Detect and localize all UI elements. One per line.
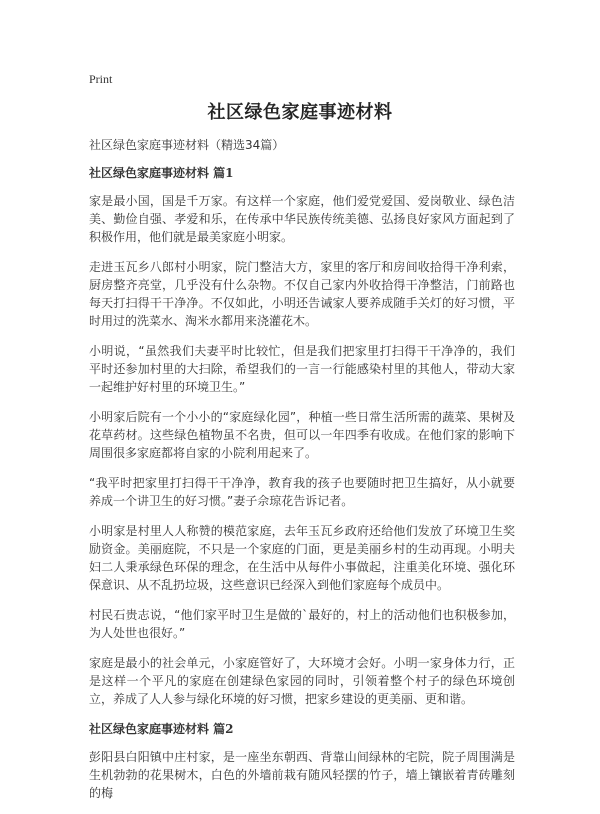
paragraph: “我平时把家里打扫得干干净净，教育我的孩子也要随时把卫生搞好，从小就要养成一个讲卫生的好习惯。”妻子佘琼花告诉记者。 bbox=[89, 476, 515, 508]
article-body bbox=[89, 136, 515, 814]
paragraph: 小明说，“虽然我们夫妻平时比较忙，但是我们把家里打扫得干干净净的，我们平时还参加村里的大扫除，希望我们的一言一行能感染村里的其他人，带动大家一起维护好村里的环境卫生。” bbox=[89, 344, 515, 394]
page-title: 社区绿色家庭事迹材料 bbox=[207, 102, 393, 123]
article-section-2 bbox=[89, 720, 515, 802]
print-link[interactable]: Print bbox=[89, 72, 113, 86]
paragraph: 走进玉瓦乡八郎村小明家，院门整洁大方，家里的客厅和房间收拾得干净利索，厨房整齐亮堂，几乎没有什么杂物。不仅自己家内外收拾得干净整洁，门前路也每天打扫得干干净净。不仅如此，小明还告诫家人要养成随手关灯的好习惯，平时用过的洗菜水、淘米水都用来浇灌花木。 bbox=[89, 260, 515, 328]
article-subtitle: 社区绿色家庭事迹材料（精选34篇） bbox=[89, 138, 285, 152]
article-section-1 bbox=[89, 164, 515, 708]
paragraph: 家是最小国，国是千万家。有这样一个家庭，他们爱党爱国、爱岗敬业、绿色洁美、勤俭自强、孝爱和乐，在传承中华民族传统美德、弘扬良好家风方面起到了积极作用，他们就是最美家庭小明家。 bbox=[89, 194, 515, 244]
section-heading: 社区绿色家庭事迹材料 篇2 bbox=[89, 722, 234, 736]
paragraph: 小明家后院有一个小小的“家庭绿化园”，种植一些日常生活所需的蔬菜、果树及花草药材。这些绿色植物虽不名贵，但可以一年四季有收成。在他们家的影响下周围很多家庭都将自家的小院利用起来了。 bbox=[89, 410, 515, 460]
section-heading: 社区绿色家庭事迹材料 篇1 bbox=[89, 166, 234, 180]
paragraph: 村民石贵志说，“他们家平时卫生是做的`最好的，村上的活动他们也积极参加，为人处世也很好。” bbox=[89, 608, 515, 640]
paragraph: 小明家是村里人人称赞的模范家庭，去年玉瓦乡政府还给他们发放了环境卫生奖励资金。美丽庭院，不只是一个家庭的门面，更是美丽乡村的生动再现。小明夫妇二人秉承绿色环保的理念，在生活中从每件小事做起，注重美化环境、强化环保意识、从不乱扔垃圾，这些意识已经深入到他们家庭每个成员中。 bbox=[89, 524, 515, 592]
paragraph: 家庭是最小的社会单元，小家庭管好了，大环境才会好。小明一家身体力行，正是这样一个平凡的家庭在创建绿色家园的同时，引领着整个村子的绿色环境创立，养成了人人参与绿化环境的好习惯，把家乡建设的更美丽、更和谐。 bbox=[89, 656, 515, 706]
paragraph: 彭阳县白阳镇中庄村家，是一座坐东朝西、背靠山间绿林的宅院，院子周围满是生机勃勃的花果树木，白色的外墙前栽有随风轻摆的竹子，墙上镶嵌着青砖雕刻的梅 bbox=[89, 750, 515, 800]
